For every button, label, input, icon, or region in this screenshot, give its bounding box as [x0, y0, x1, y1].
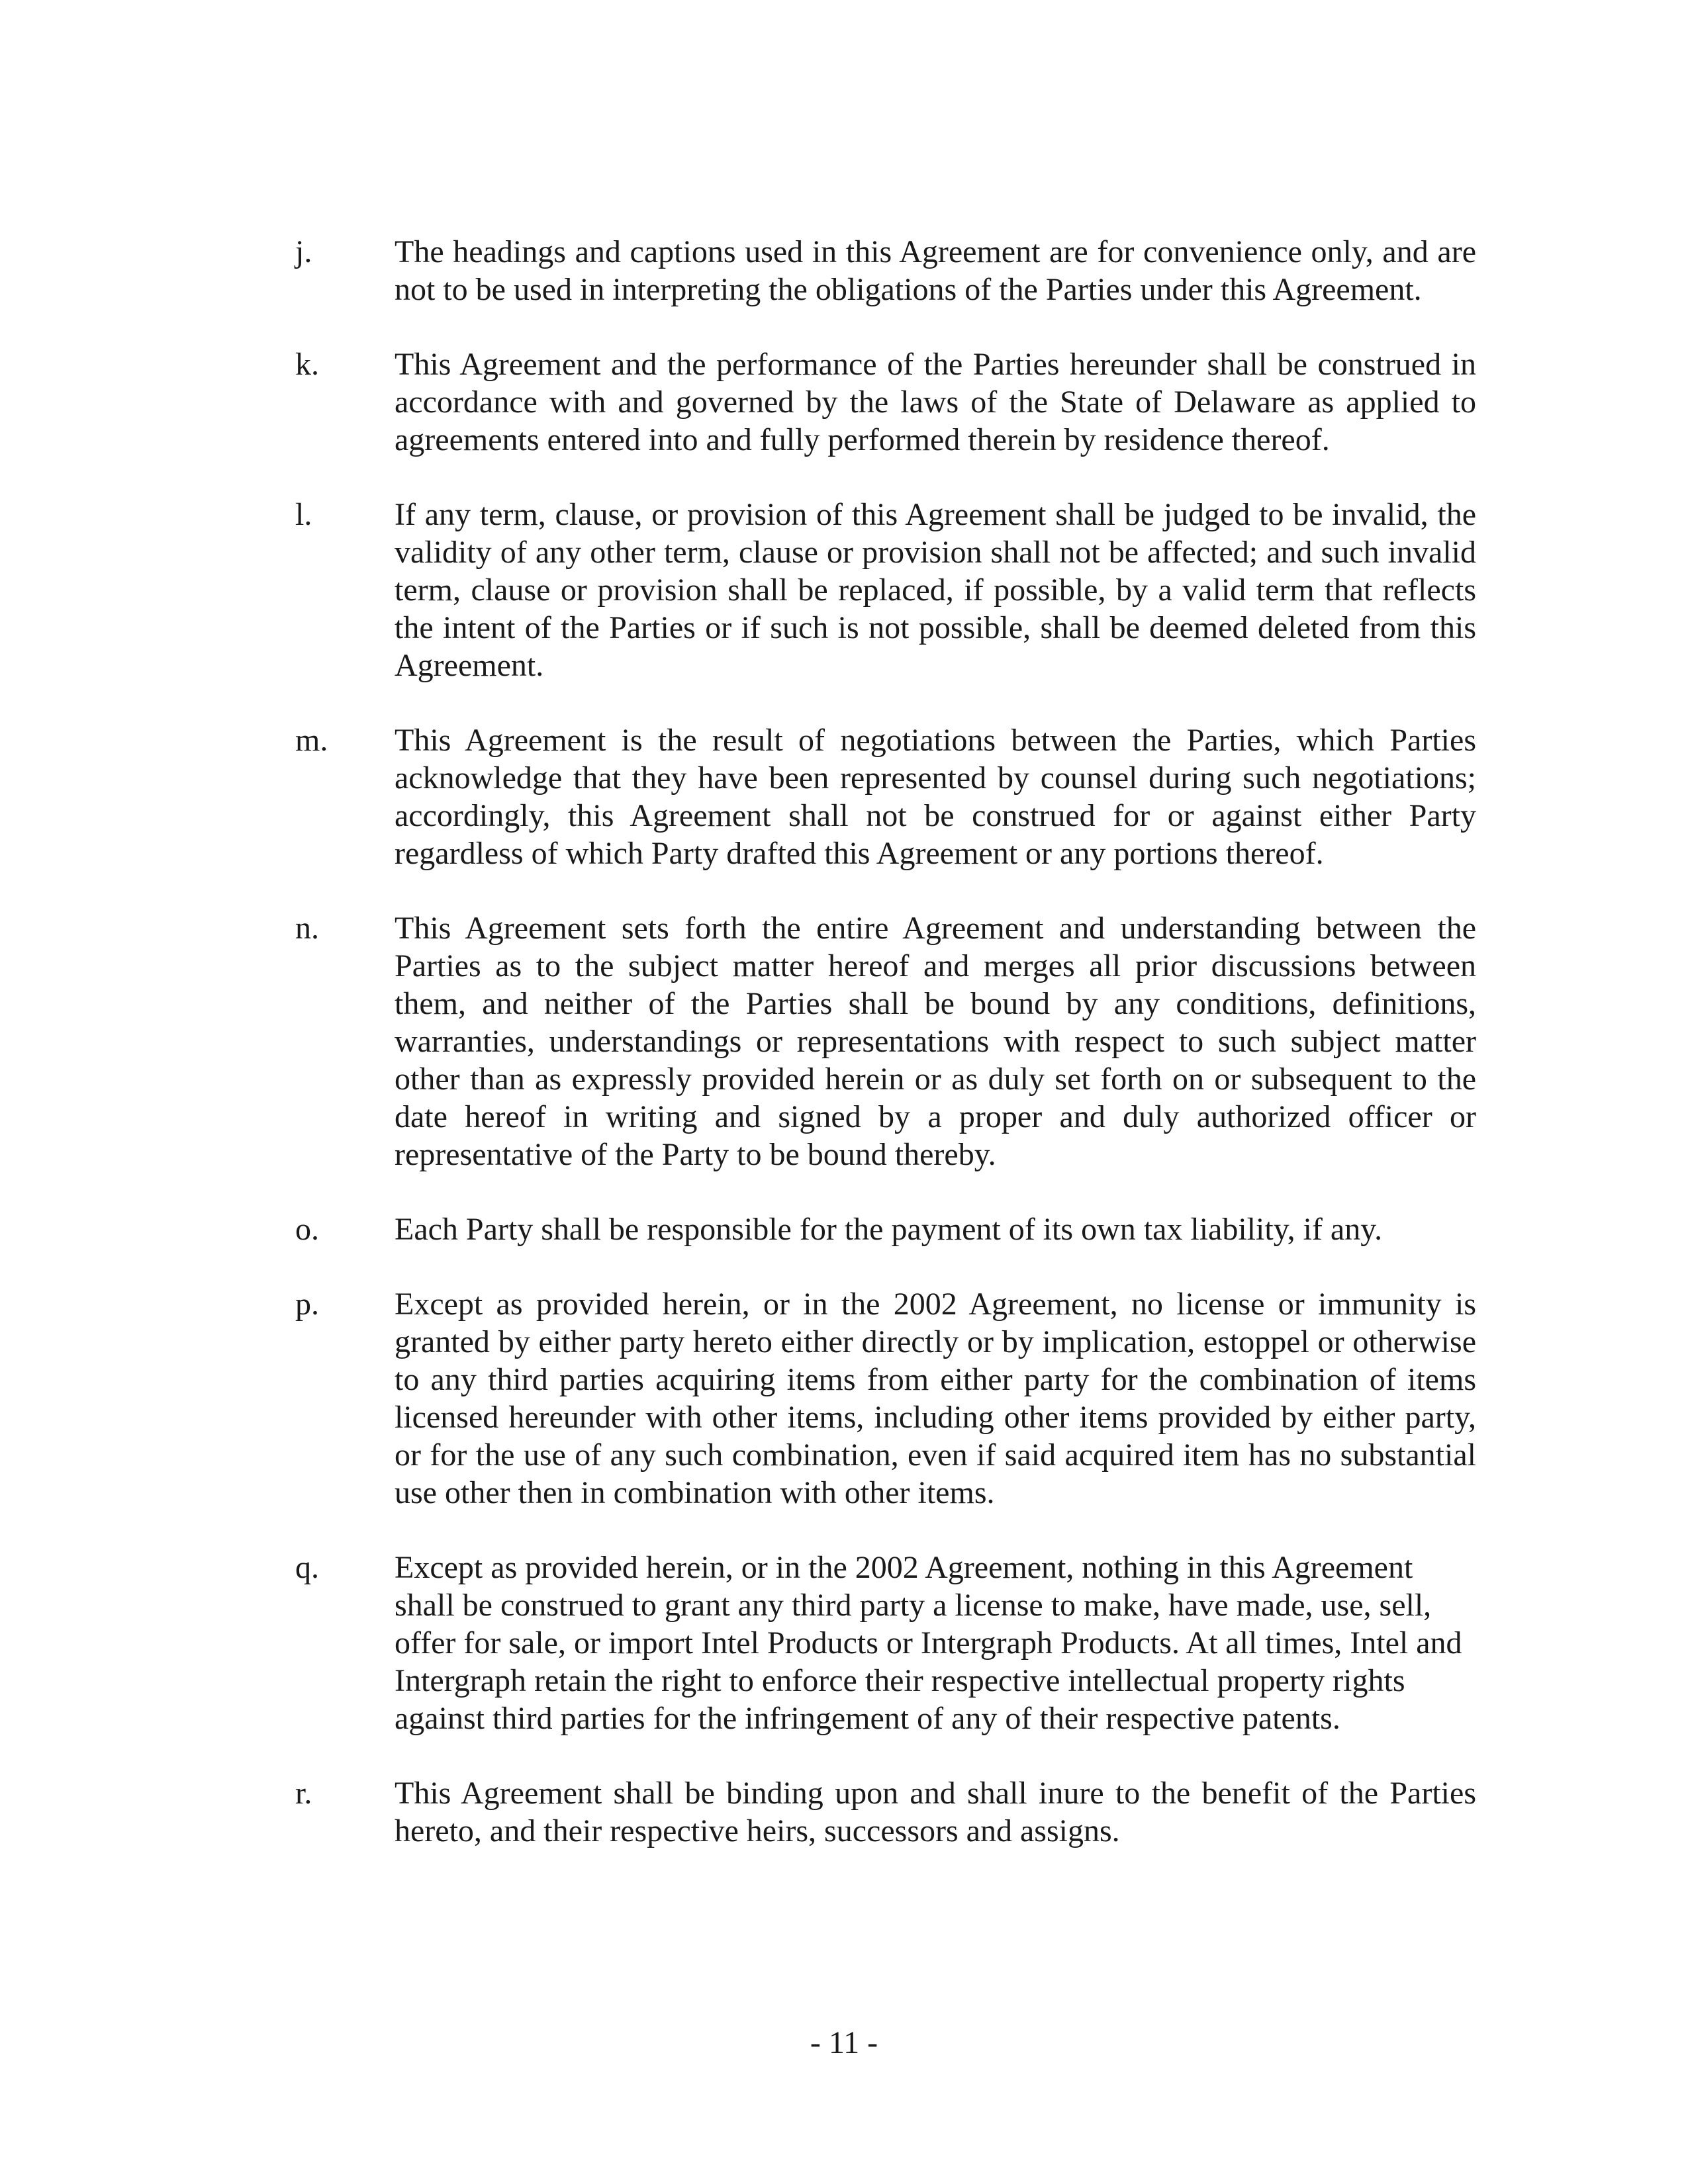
clause-letter: q.: [295, 1550, 319, 1585]
clause-letter: n.: [295, 911, 319, 946]
clause-letter: j.: [295, 234, 312, 269]
clause-l: [295, 496, 1476, 684]
clause-letter: m.: [295, 723, 328, 758]
clause-k: [295, 345, 1476, 459]
clause-p: [295, 1285, 1476, 1512]
clause-text: The headings and captions used in this Agreement are for convenience only, and are not to be used in interpreting the obligations of the Parties under this Agreement.: [395, 234, 1476, 307]
clause-text: Except as provided herein, or in the 2002 Agreement, no license or immunity is granted by either party hereto either directly or by implication, estoppel or otherwise to any third parties acquiring items from either party for the combination of items licensed hereunder with other items, including other items provided by either party, or for the use of any such combination, even if said acquired item has no substantial use other then in combination with other items.: [395, 1287, 1476, 1510]
page-number: - 11 -: [810, 2025, 878, 2060]
clause-text: This Agreement and the performance of the Parties hereunder shall be construed in accordance with and governed by the laws of the State of Delaware as applied to agreements entered into and fully performed therein by residence thereof.: [395, 347, 1476, 457]
clause-letter: k.: [295, 347, 319, 382]
clause-text: This Agreement shall be binding upon and shall inure to the benefit of the Parties hereto, and their respective heirs, successors and assigns.: [395, 1776, 1476, 1848]
clause-letter: o.: [295, 1212, 319, 1247]
clause-text: Except as provided herein, or in the 2002 Agreement, nothing in this Agreement shall be construed to grant any third party a license to make, have made, use, sell, offer for sale, or import Intel Products or Intergraph Products. At all times, Intel and Intergraph retain the right to enforce their respective intellectual property rights against third parties for the infringement of any of their respective patents.: [395, 1550, 1462, 1736]
clause-list: [295, 233, 1476, 1887]
clause-letter: r.: [295, 1776, 312, 1811]
clause-text: If any term, clause, or provision of this Agreement shall be judged to be invalid, the validity of any other term, clause or provision shall not be affected; and such invalid term, clause or provision shall be replaced, if possible, by a valid term that reflects the intent of the Parties or if such is not possible, shall be deemed deleted from this Agreement.: [395, 497, 1476, 683]
clause-n: [295, 909, 1476, 1173]
clause-r: [295, 1774, 1476, 1850]
clause-letter: l.: [295, 497, 312, 532]
clause-m: [295, 721, 1476, 872]
clause-j: [295, 233, 1476, 308]
clause-text: This Agreement sets forth the entire Agreement and understanding between the Parties as to the subject matter hereof and merges all prior discussions between them, and neither of the Parties shall be bound by any conditions, definitions, warranties, understandings or representations with respect to such subject matter other than as expressly provided herein or as duly set forth on or subsequent to the date hereof in writing and signed by a proper and duly authorized officer or representative of the Party to be bound thereby.: [395, 911, 1476, 1172]
clause-q: [295, 1549, 1476, 1737]
clause-letter: p.: [295, 1287, 319, 1322]
clause-o: [295, 1210, 1476, 1248]
clause-text: This Agreement is the result of negotiations between the Parties, which Parties acknowledge that they have been represented by counsel during such negotiations; accordingly, this Agreement shall not be construed for or against either Party regardless of which Party drafted this Agreement or any portions thereof.: [395, 723, 1476, 871]
clause-text: Each Party shall be responsible for the payment of its own tax liability, if any.: [395, 1212, 1383, 1247]
